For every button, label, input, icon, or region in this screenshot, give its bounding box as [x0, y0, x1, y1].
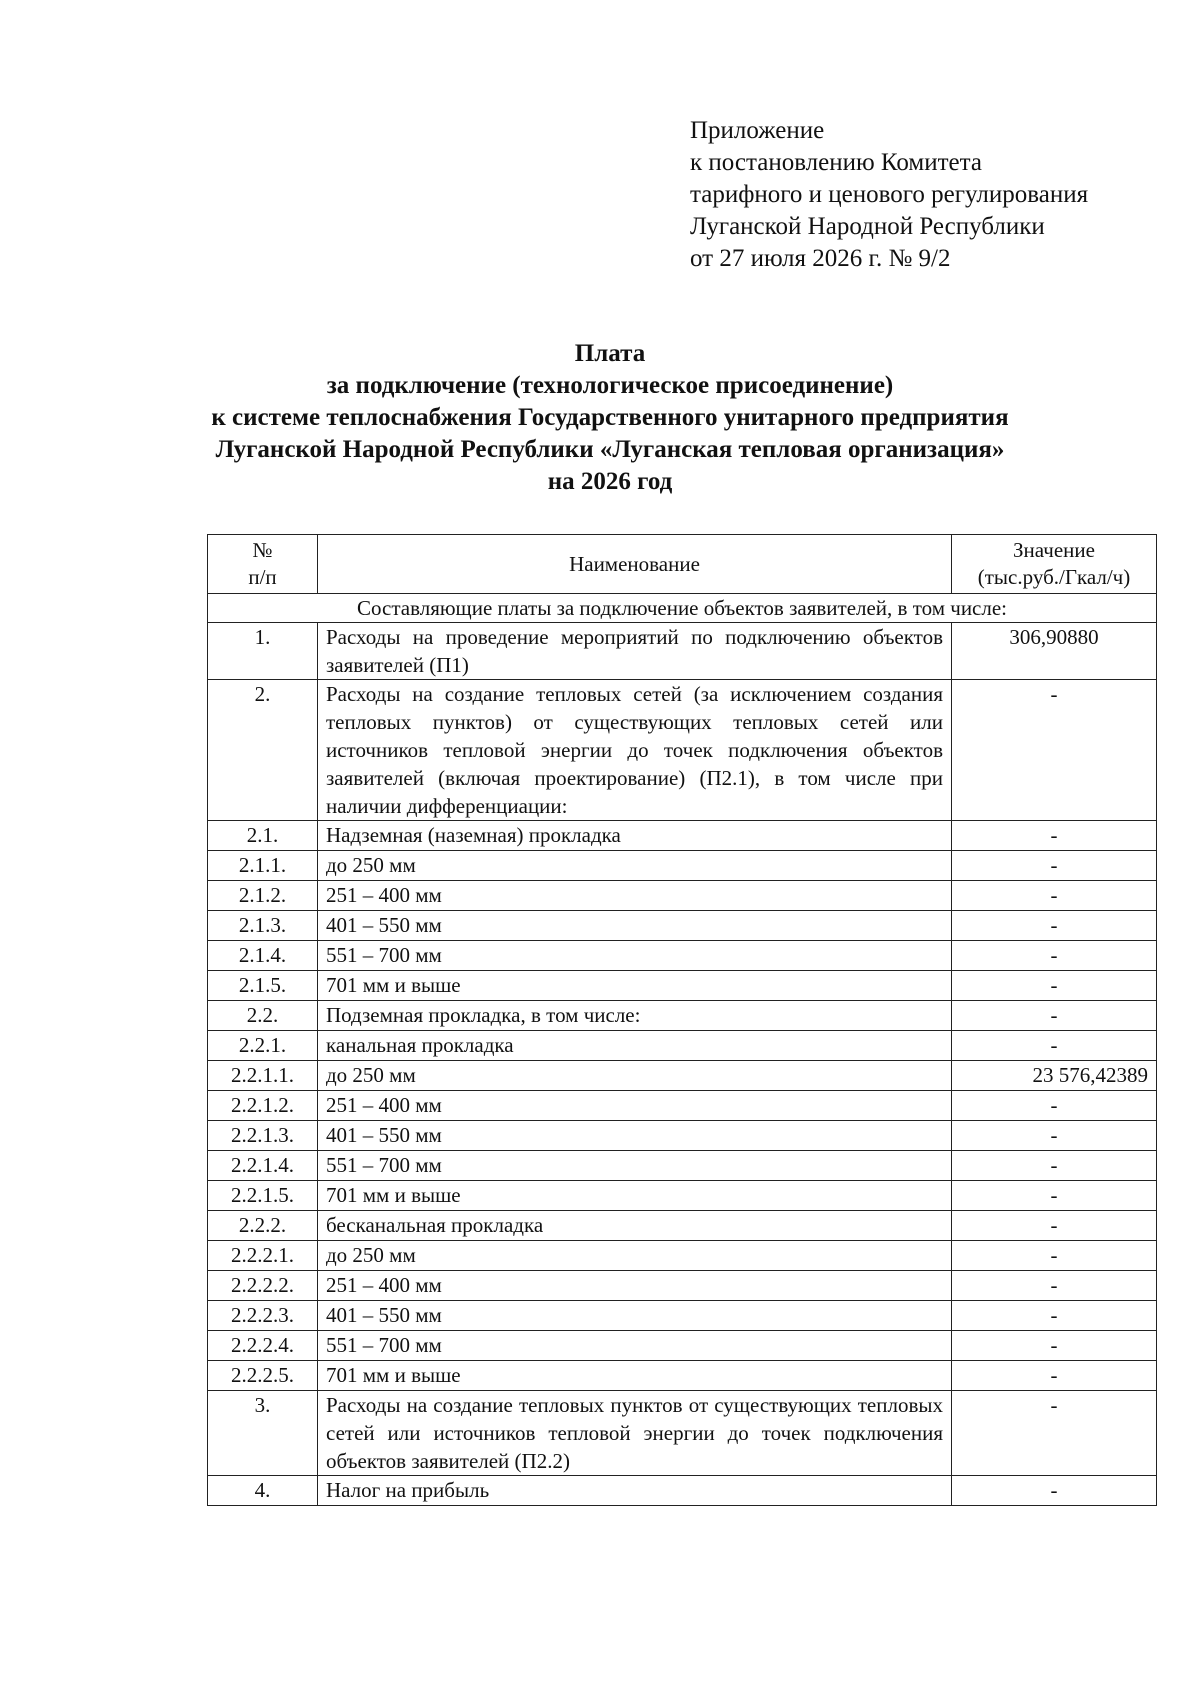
appendix-line: от 27 июля 2026 г. № 9/2: [690, 245, 951, 272]
row-number: 2.1.1.: [208, 851, 318, 881]
row-name: Надземная (наземная) прокладка: [318, 821, 952, 851]
row-name: Подземная прокладка, в том числе:: [318, 1001, 952, 1031]
row-number: 2.: [208, 680, 318, 821]
row-value: -: [952, 971, 1157, 1001]
appendix-line: тарифного и ценового регулирования: [690, 181, 1089, 208]
table-row: [208, 941, 1157, 971]
header-number-line: п/п: [248, 565, 277, 589]
table-row: [208, 1271, 1157, 1301]
table-row: [208, 851, 1157, 881]
row-number: 2.1.2.: [208, 881, 318, 911]
row-name: 401 – 550 мм: [318, 911, 952, 941]
row-name: 401 – 550 мм: [318, 1301, 952, 1331]
row-value: 23 576,42389: [952, 1061, 1157, 1091]
row-value: -: [952, 680, 1157, 821]
table-row: [208, 1061, 1157, 1091]
table-row: [208, 1301, 1157, 1331]
table-row: [208, 1031, 1157, 1061]
row-number: 2.2.1.: [208, 1031, 318, 1061]
table-row: [208, 680, 1157, 821]
row-value: -: [952, 1181, 1157, 1211]
row-value: -: [952, 1301, 1157, 1331]
header-name: Наименование: [318, 535, 952, 594]
title-line: Луганской Народной Республики «Луганская тепловая организация»: [215, 436, 1005, 463]
document-title: [180, 338, 1040, 498]
tariff-table: [207, 534, 1157, 1506]
row-value: -: [952, 1001, 1157, 1031]
row-number: 2.2.2.4.: [208, 1331, 318, 1361]
row-value: 306,90880: [952, 623, 1157, 680]
row-name: 251 – 400 мм: [318, 1271, 952, 1301]
row-name: до 250 мм: [318, 851, 952, 881]
row-value: -: [952, 851, 1157, 881]
row-name: 701 мм и выше: [318, 971, 952, 1001]
row-number: 2.2.2.: [208, 1211, 318, 1241]
appendix-line: Луганской Народной Республики: [690, 213, 1045, 240]
table-row: [208, 1241, 1157, 1271]
row-name: 401 – 550 мм: [318, 1121, 952, 1151]
row-value: -: [952, 1211, 1157, 1241]
row-number: 2.1.3.: [208, 911, 318, 941]
row-name: 701 мм и выше: [318, 1361, 952, 1391]
row-value: -: [952, 1121, 1157, 1151]
appendix-line: к постановлению Комитета: [690, 149, 982, 176]
appendix-block: [690, 115, 1088, 275]
row-name: 551 – 700 мм: [318, 1151, 952, 1181]
row-number: 2.2.2.3.: [208, 1301, 318, 1331]
title-line: на 2026 год: [547, 468, 673, 495]
table-row: [208, 1121, 1157, 1151]
row-value: -: [952, 1391, 1157, 1476]
row-number: 2.2.1.5.: [208, 1181, 318, 1211]
header-value-line: (тыс.руб./Гкал/ч): [977, 565, 1131, 589]
row-number: 2.1.4.: [208, 941, 318, 971]
row-value: -: [952, 1151, 1157, 1181]
table-header-row: [208, 535, 1157, 594]
table-row: [208, 821, 1157, 851]
table-row: [208, 1001, 1157, 1031]
row-number: 2.2.1.4.: [208, 1151, 318, 1181]
section-row: [208, 594, 1157, 623]
row-name: 701 мм и выше: [318, 1181, 952, 1211]
table-row: [208, 1391, 1157, 1476]
row-name: 251 – 400 мм: [318, 1091, 952, 1121]
title-line: к системе теплоснабжения Государственного унитарного предприятия: [211, 404, 1009, 431]
row-value: -: [952, 1241, 1157, 1271]
row-value: -: [952, 821, 1157, 851]
row-number: 2.2.1.2.: [208, 1091, 318, 1121]
table-row: [208, 911, 1157, 941]
row-value: -: [952, 911, 1157, 941]
row-name: 251 – 400 мм: [318, 881, 952, 911]
header-number-line: №: [252, 538, 273, 562]
table-row: [208, 971, 1157, 1001]
row-name: канальная прокладка: [318, 1031, 952, 1061]
row-value: -: [952, 1271, 1157, 1301]
row-number: 2.1.: [208, 821, 318, 851]
table-row: [208, 623, 1157, 680]
table-body: [208, 594, 1157, 1506]
row-number: 2.2.1.1.: [208, 1061, 318, 1091]
row-number: 2.2.: [208, 1001, 318, 1031]
row-number: 2.2.2.2.: [208, 1271, 318, 1301]
row-value: -: [952, 941, 1157, 971]
row-value: -: [952, 1476, 1157, 1506]
header-value-line: Значение: [1013, 538, 1095, 562]
row-name: Расходы на создание тепловых сетей (за исключением создания тепловых пунктов) от существующих тепловых сетей или источников тепловой энергии до точек подключения объектов заявителей (включая проектирование) (П2.1), в том числе при наличии дифференциации:: [318, 680, 952, 821]
appendix-line: Приложение: [690, 117, 825, 144]
title-line: Плата: [574, 340, 646, 367]
row-name: 551 – 700 мм: [318, 1331, 952, 1361]
table-row: [208, 1181, 1157, 1211]
row-name: до 250 мм: [318, 1061, 952, 1091]
header-value: [952, 535, 1157, 594]
row-number: 4.: [208, 1476, 318, 1506]
table-row: [208, 1091, 1157, 1121]
row-number: 2.2.2.1.: [208, 1241, 318, 1271]
row-name: 551 – 700 мм: [318, 941, 952, 971]
header-number: [208, 535, 318, 594]
row-value: -: [952, 1031, 1157, 1061]
row-name: бесканальная прокладка: [318, 1211, 952, 1241]
row-value: -: [952, 1361, 1157, 1391]
table-row: [208, 1211, 1157, 1241]
table-row: [208, 1476, 1157, 1506]
row-number: 3.: [208, 1391, 318, 1476]
row-name: Расходы на создание тепловых пунктов от существующих тепловых сетей или источников тепловой энергии до точек подключения объектов заявителей (П2.2): [318, 1391, 952, 1476]
row-number: 2.2.1.3.: [208, 1121, 318, 1151]
table-row: [208, 1151, 1157, 1181]
row-number: 1.: [208, 623, 318, 680]
table-row: [208, 881, 1157, 911]
row-name: Налог на прибыль: [318, 1476, 952, 1506]
title-line: за подключение (технологическое присоединение): [326, 372, 894, 399]
row-name: Расходы на проведение мероприятий по подключению объектов заявителей (П1): [318, 623, 952, 680]
row-number: 2.2.2.5.: [208, 1361, 318, 1391]
row-value: -: [952, 1331, 1157, 1361]
row-value: -: [952, 881, 1157, 911]
row-number: 2.1.5.: [208, 971, 318, 1001]
row-name: до 250 мм: [318, 1241, 952, 1271]
section-title: Составляющие платы за подключение объектов заявителей, в том числе:: [208, 594, 1157, 623]
row-value: -: [952, 1091, 1157, 1121]
table-row: [208, 1331, 1157, 1361]
table-row: [208, 1361, 1157, 1391]
